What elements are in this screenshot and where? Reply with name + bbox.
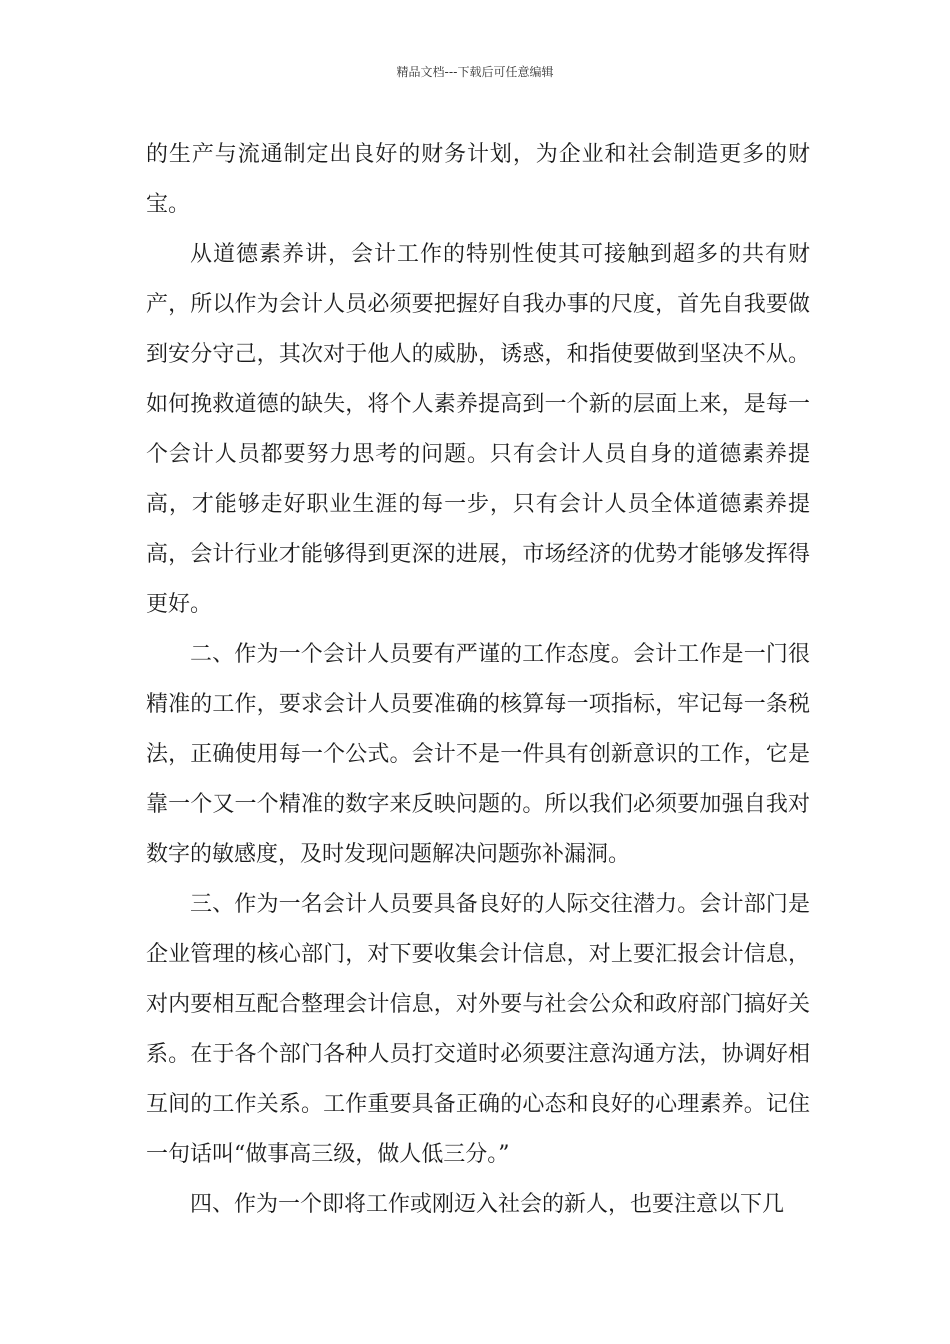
paragraph-4: 三、作为一名会计人员要具备良好的人际交往潜力。会计部门是企业管理的核心部门，对下要收集会计信息，对上要汇报会计信息，对内要相互配合整理会计信息，对外要与社会公众和政府部门搞好关系。在于各个部门各种人员打交道时必须要注意沟通方法，协调好相互间的工作关系。工作重要具备正确的心态和良好的心理素养。记住一句话叫“做事高三级，做人低三分。”	[146, 892, 810, 1167]
paragraph-3: 二、作为一个会计人员要有严谨的工作态度。会计工作是一门很精准的工作，要求会计人员要准确的核算每一项指标，牢记每一条税法，正确使用每一个公式。会计不是一件具有创新意识的工作，它是靠一个又一个精准的数字来反映问题的。所以我们必须要加强自我对数字的敏感度，及时发现问题解决问题弥补漏洞。	[146, 642, 810, 867]
paragraph-1: 的生产与流通制定出良好的财务计划，为企业和社会制造更多的财宝。	[146, 142, 810, 217]
page-header: 精品文档---下载后可任意编辑	[396, 65, 554, 79]
paragraph-2: 从道德素养讲，会计工作的特别性使其可接触到超多的共有财产，所以作为会计人员必须要把握好自我办事的尺度，首先自我要做到安分守己，其次对于他人的威胁，诱惑，和指使要做到坚决不从。如何挽救道德的缺失，将个人素养提高到一个新的层面上来，是每一个会计人员都要努力思考的问题。只有会计人员自身的道德素养提高，才能够走好职业生涯的每一步，只有会计人员全体道德素养提高，会计行业才能够得到更深的进展，市场经济的优势才能够发挥得更好。	[146, 242, 810, 617]
paragraph-5: 四、作为一个即将工作或刚迈入社会的新人，也要注意以下几	[190, 1192, 785, 1217]
document-body	[146, 130, 810, 1230]
